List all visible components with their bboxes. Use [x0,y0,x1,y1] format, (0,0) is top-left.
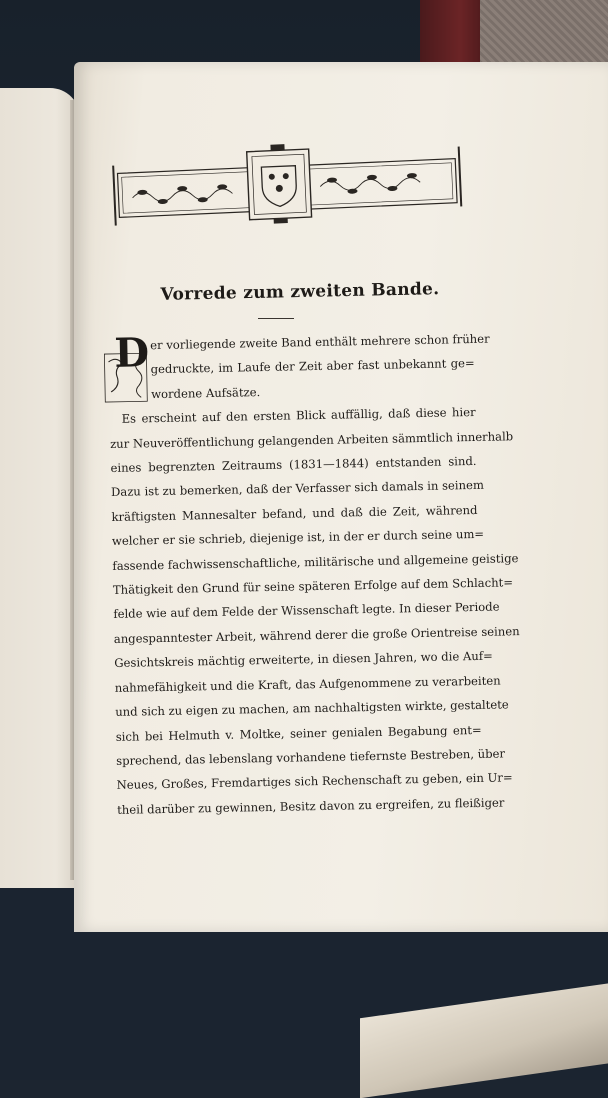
line-text: er vorliegende zweite Band enthält mehrere schon früher [150,331,490,353]
title-rule [258,318,294,319]
dropcap-letter: D [113,329,150,377]
text-line: welcher er sie schrieb, diejenige ist, in der er durch seine um= [111,527,485,549]
text-line: felde wie auf dem Felde der Wissenschaft legte. In dieser Periode [113,600,500,622]
text-line: Neues, Großes, Fremdartiges sich Rechenschaft zu geben, ein Ur= [116,770,513,793]
ornament-vignette-icon [110,136,466,226]
text-line: kräftigsten Mannesalter befand, und daß die Zeit, während [111,502,478,524]
header-ornament [110,136,466,226]
text-line: Thätigkeit den Grund für seine späteren Erfolge auf dem Schlacht= [112,575,514,598]
text-line: sprechend, das lebenslang vorhandene tiefernste Bestreben, über [116,746,506,768]
text-line: angespanntester Arbeit, während derer die große Orientreise seinen [113,624,520,646]
text-line: nahmefähigkeit und die Kraft, das Aufgenommene zu verarbeiten [114,673,501,695]
text-line: eines begrenzten Zeitraums (1831—1844) entstanden sind. [110,453,477,476]
page-title: Vorrede zum zweiten Bande. [160,279,440,305]
text-line: Dazu ist zu bemerken, daß der Verfasser sich damals in seinem [110,478,485,500]
text-line: wordene Aufsätze. [151,384,261,401]
text-line: Es erscheint auf den ersten Blick auffällig, daß diese hier [121,405,476,426]
text-line: sich bei Helmuth v. Moltke, seiner genialen Begabung ent= [115,722,482,744]
text-line: theil darüber zu gewinnen, Besitz davon zu ergreifen, zu fleißiger [116,795,505,817]
text-line: und sich zu eigen zu machen, am nachhaltigsten wirkte, gestaltete [115,697,509,720]
left-page [0,88,80,888]
text-line: fassende fachwissenschaftliche, militärische und allgemeine geistige [112,550,519,573]
body-text [108,327,520,822]
text-line: gedruckte, im Laufe der Zeit aber fast unbekannt ge= [150,356,475,377]
text-line: zur Neuveröffentlichung gelangenden Arbeiten sämmtlich innerhalb [109,428,514,451]
text-line: Gesichtskreis mächtig erweiterte, in diesen Jahren, wo die Auf= [114,648,493,671]
